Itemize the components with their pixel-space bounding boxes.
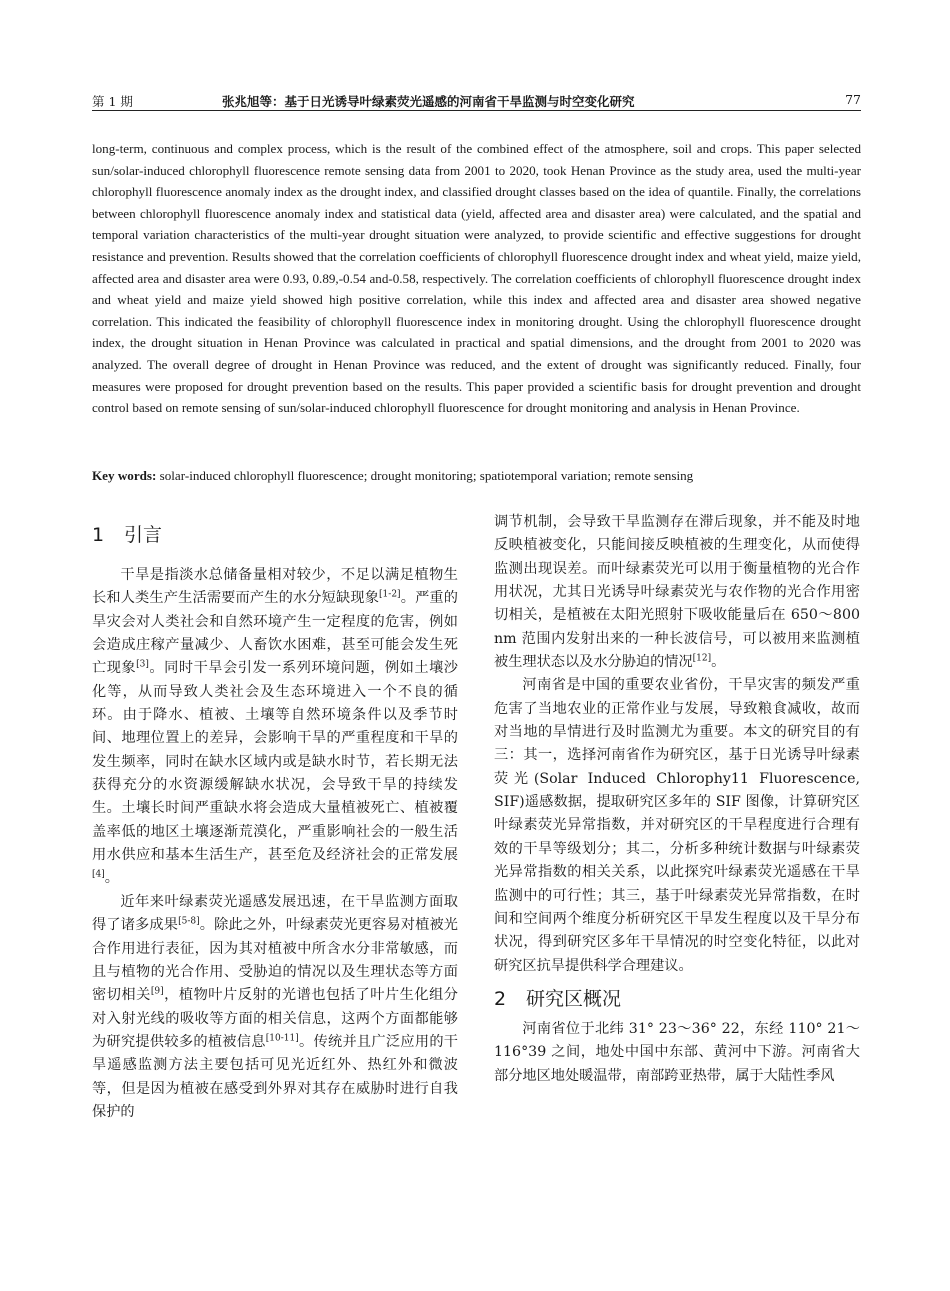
right-column: [494, 511, 860, 1088]
abstract-text: long-term, continuous and complex process, which is the result of the combined effect of the atmosphere, soil and crops. This paper selected sun/solar-induced chlorophyll fluorescence remote sensing data from 2001 to 2020, took Henan Province as the study area, used the multi-year chlorophyll fluorescence anomaly index as the drought index, and classified drought classes based on the idea of quantile. Finally, the correlations between chlorophyll fluorescence anomaly index and statistical data (yield, affected area and disaster area) were calculated, and the spatial and temporal variation characteristics of the multi-year drought situation were analyzed, to provide scientific and effective suggestions for drought resistance and prevention. Results showed that the correlation coefficients of chlorophyll fluorescence drought index and wheat yield, maize yield, affected area and disaster area were 0.93, 0.89,-0.54 and-0.58, respectively. The correlation coefficients of chlorophyll fluorescence drought index and wheat yield and maize yield showed high positive correlation, while this index and affected area and disaster area showed negative correlation. This indicated the feasibility of chlorophyll fluorescence index in monitoring drought. Using the chlorophyll fluorescence drought index, the drought situation in Henan Province was calculated in practical and spatial dimensions, and the drought from 2001 to 2020 was analyzed. The overall degree of drought in Henan Province was reduced, and the extent of drought was significantly reduced. Finally, four measures were proposed for drought prevention based on the results. This paper provided a scientific basis for drought prevention and drought control based on remote sensing of sun/solar-induced chlorophyll fluorescence for drought monitoring and analysis in Henan Province.: [92, 141, 861, 416]
section-2-title: 研究区概况: [526, 987, 622, 1010]
section-1-number: 1: [92, 524, 105, 546]
running-header: [92, 90, 861, 111]
citation: [1-2]: [379, 589, 401, 600]
paragraph: 干旱是指淡水总储备量相对较少，不足以满足植物生长和人类生产生活需要而产生的水分短缺现象[1-2]。严重的旱灾会对人类社会和自然环境产生一定程度的危害，例如会造成庄稼产量减少、人畜饮水困难，甚至可能会发生死亡现象[3]。同时干旱会引发一系列环境问题，例如土壤沙化等，从而导致人类社会及生态环境进入一个不良的循环。由于降水、植被、土壤等自然环境条件以及季节时间、地理位置上的差异，会影响干旱的严重程度和干旱的发生频率，同时在缺水区域内或是缺水时节，若长期无法获得充分的水资源缓解缺水状况，会导致干旱的持续发生。土壤长时间严重缺水将会造成大量植被死亡、植被覆盖率低的地区土壤逐渐荒漠化，严重影响社会的一般生活用水供应和基本生活生产，甚至危及经济社会的正常发展[4]。: [92, 567, 458, 887]
citation: [12]: [692, 653, 712, 664]
running-title: 张兆旭等：基于日光诱导叶绿素荧光遥感的河南省干旱监测与时空变化研究: [222, 94, 635, 109]
section-1-title: 引言: [124, 524, 163, 546]
citation: [4]: [92, 869, 105, 880]
issue-label: 第 1 期: [92, 94, 133, 109]
citation: [9]: [150, 986, 164, 997]
citation: [3]: [136, 659, 149, 670]
paragraph: 调节机制，会导致干旱监测存在滞后现象，并不能及时地反映植被变化，只能间接反映植被的生理变化，从而使得监测出现误差。而叶绿素荧光可以用于衡量植物的光合作用状况，尤其日光诱导叶绿素荧光与农作物的光合作用密切相关，是植被在太阳光照射下吸收能量后在 650～800 nm 范围内发射出来的一种长波信号，可以被用来监测植被生理状态以及水分胁迫的情况[12]。: [494, 514, 860, 671]
section-1-heading: [92, 522, 458, 548]
left-column: [92, 508, 458, 1124]
keywords: [92, 466, 861, 486]
paragraph: 河南省位于北纬 31° 23～36° 22，东经 110° 21～116°39 之间，地处中国中东部、黄河中下游。河南省大部分地区地处暖温带，南部跨亚热带，属于大陆性季风: [494, 1020, 860, 1084]
page-number: 77: [845, 92, 861, 107]
citation: [5-8]: [178, 916, 200, 927]
keywords-label: Key words:: [92, 468, 157, 483]
abstract: [92, 138, 861, 419]
section-2-number: 2: [494, 987, 507, 1010]
keywords-text: solar-induced chlorophyll fluorescence; drought monitoring; spatiotemporal variation; remote sensing: [156, 468, 694, 483]
section-2-heading: [494, 986, 860, 1012]
paragraph: 近年来叶绿素荧光遥感发展迅速，在干旱监测方面取得了诸多成果[5-8]。除此之外，叶绿素荧光更容易对植被光合作用进行表征，因为其对植被中所含水分非常敏感，而且与植物的光合作用、受胁迫的情况以及生理状态等方面密切相关[9]，植物叶片反射的光谱也包括了叶片生化组分对入射光线的吸收等方面的相关信息，这两个方面都能够为研究提供较多的植被信息[10-11]。传统并且广泛应用的干旱遥感监测方法主要包括可见光近红外、热红外和微波等，但是因为植被在感受到外界对其存在威胁时进行自我保护的: [92, 893, 458, 1120]
paragraph: 河南省是中国的重要农业省份，干旱灾害的频发严重危害了当地农业的正常作业与发展，导致粮食减收，故而对当地的旱情进行及时监测尤为重要。本文的研究目的有三：其一，选择河南省作为研究区，基于日光诱导叶绿素荧光(Solar Induced Chlorophy11 Fluorescence, SIF)遥感数据，提取研究区多年的 SIF 图像，计算研究区叶绿素荧光异常指数，并对研究区的干旱程度进行合理有效的干旱等级划分；其二，分析多种统计数据与叶绿素荧光异常指数的相关关系，以此探究叶绿素荧光遥感在干旱监测中的可行性；其三，基于叶绿素荧光异常指数，在时间和空间两个维度分析研究区干旱发生程度以及干旱分布状况，得到研究区多年干旱情况的时空变化特征，以此对研究区抗旱提供科学合理建议。: [494, 677, 860, 974]
citation: [10-11]: [265, 1033, 299, 1044]
